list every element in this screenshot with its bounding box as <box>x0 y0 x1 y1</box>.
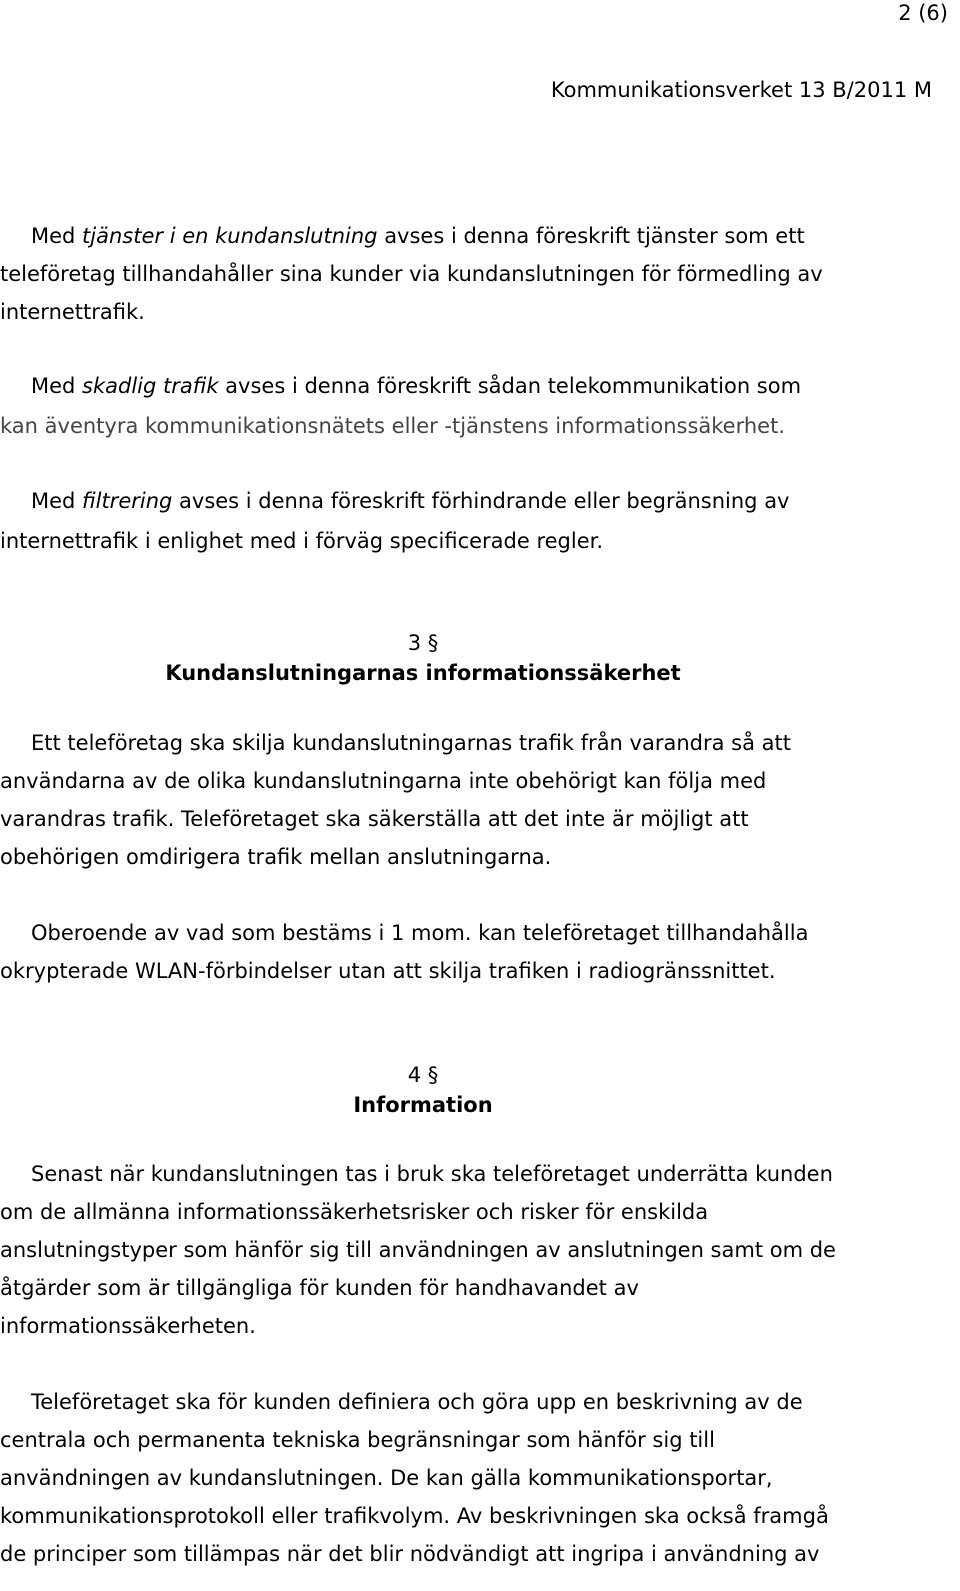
text-run: Med <box>31 374 83 398</box>
paragraph-line: Senast när kundanslutningen tas i bruk ska teleföretaget underrätta kunden <box>31 1162 833 1186</box>
paragraph-line: om de allmänna informationssäkerhetsrisker och risker för enskilda <box>0 1200 709 1224</box>
defined-term: filtrering <box>82 489 173 513</box>
defined-term: tjänster i en kundanslutning <box>82 224 378 248</box>
text-run: avses i denna föreskrift förhindrande eller begränsning av <box>172 489 790 513</box>
paragraph-line: informationssäkerheten. <box>0 1314 256 1338</box>
paragraph-line: Ett teleföretag ska skilja kundanslutningarnas trafik från varandra så att <box>31 731 791 755</box>
section-4-heading <box>0 1060 846 1120</box>
paragraph-line: internettrafik. <box>0 300 145 324</box>
section-number: 3 § <box>407 631 439 655</box>
paragraph-line: okrypterade WLAN-förbindelser utan att skilja trafiken i radiogränssnittet. <box>0 959 776 983</box>
paragraph-line: centrala och permanenta tekniska begränsningar som hänför sig till <box>0 1428 715 1452</box>
paragraph-line: obehörigen omdirigera trafik mellan anslutningarna. <box>0 845 552 869</box>
section-title: Kundanslutningarnas informationssäkerhet <box>165 661 681 685</box>
paragraph-line: Teleföretaget ska för kunden definiera och göra upp en beskrivning av de <box>31 1390 803 1414</box>
page-number: 2 (6) <box>898 1 948 25</box>
document-reference: Kommunikationsverket 13 B/2011 M <box>550 78 932 102</box>
definition-paragraph-filtrering <box>0 481 950 561</box>
paragraph-line: användningen av kundanslutningen. De kan gälla kommunikationsportar, <box>0 1466 773 1490</box>
text-run: Med <box>31 489 83 513</box>
text-run: Med <box>31 224 83 248</box>
paragraph-line: kommunikationsprotokoll eller trafikvolym. Av beskrivningen ska också framgå <box>0 1504 829 1528</box>
paragraph-line: teleföretag tillhandahåller sina kunder via kundanslutningen för förmedling av <box>0 262 823 286</box>
section-number: 4 § <box>407 1063 439 1087</box>
paragraph-line: internettrafik i enlighet med i förväg specificerade regler. <box>0 529 604 553</box>
paragraph-line: de principer som tillämpas när det blir nödvändigt att ingripa i användning av <box>0 1542 820 1566</box>
definition-paragraph-tjanster <box>0 217 950 331</box>
section-title: Information <box>353 1093 493 1117</box>
paragraph-line: varandras trafik. Teleföretaget ska säkerställa att det inte är möjligt att <box>0 807 749 831</box>
section-4-paragraph-1 <box>0 1155 950 1345</box>
paragraph-line: användarna av de olika kundanslutningarna inte obehörigt kan följa med <box>0 769 767 793</box>
paragraph-line: kan äventyra kommunikationsnätets eller -tjänstens informationssäkerhet. <box>0 414 785 438</box>
text-run: avses i denna föreskrift tjänster som ett <box>377 224 805 248</box>
paragraph-line: anslutningstyper som hänför sig till användningen av anslutningen samt om de <box>0 1238 836 1262</box>
paragraph-line <box>0 217 950 255</box>
section-3-paragraph-1 <box>0 724 950 876</box>
section-4-paragraph-2 <box>0 1383 950 1573</box>
paragraph-line: åtgärder som är tillgängliga för kunden för handhavandet av <box>0 1276 639 1300</box>
definition-paragraph-skadlig-trafik <box>0 366 950 446</box>
section-3-paragraph-2 <box>0 914 950 990</box>
section-3-heading <box>0 628 846 688</box>
text-run: avses i denna föreskrift sådan telekommunikation som <box>218 374 802 398</box>
defined-term: skadlig trafik <box>82 374 219 398</box>
paragraph-line: Oberoende av vad som bestäms i 1 mom. kan teleföretaget tillhandahålla <box>31 921 809 945</box>
paragraph-line <box>0 366 950 406</box>
paragraph-line <box>0 481 950 521</box>
